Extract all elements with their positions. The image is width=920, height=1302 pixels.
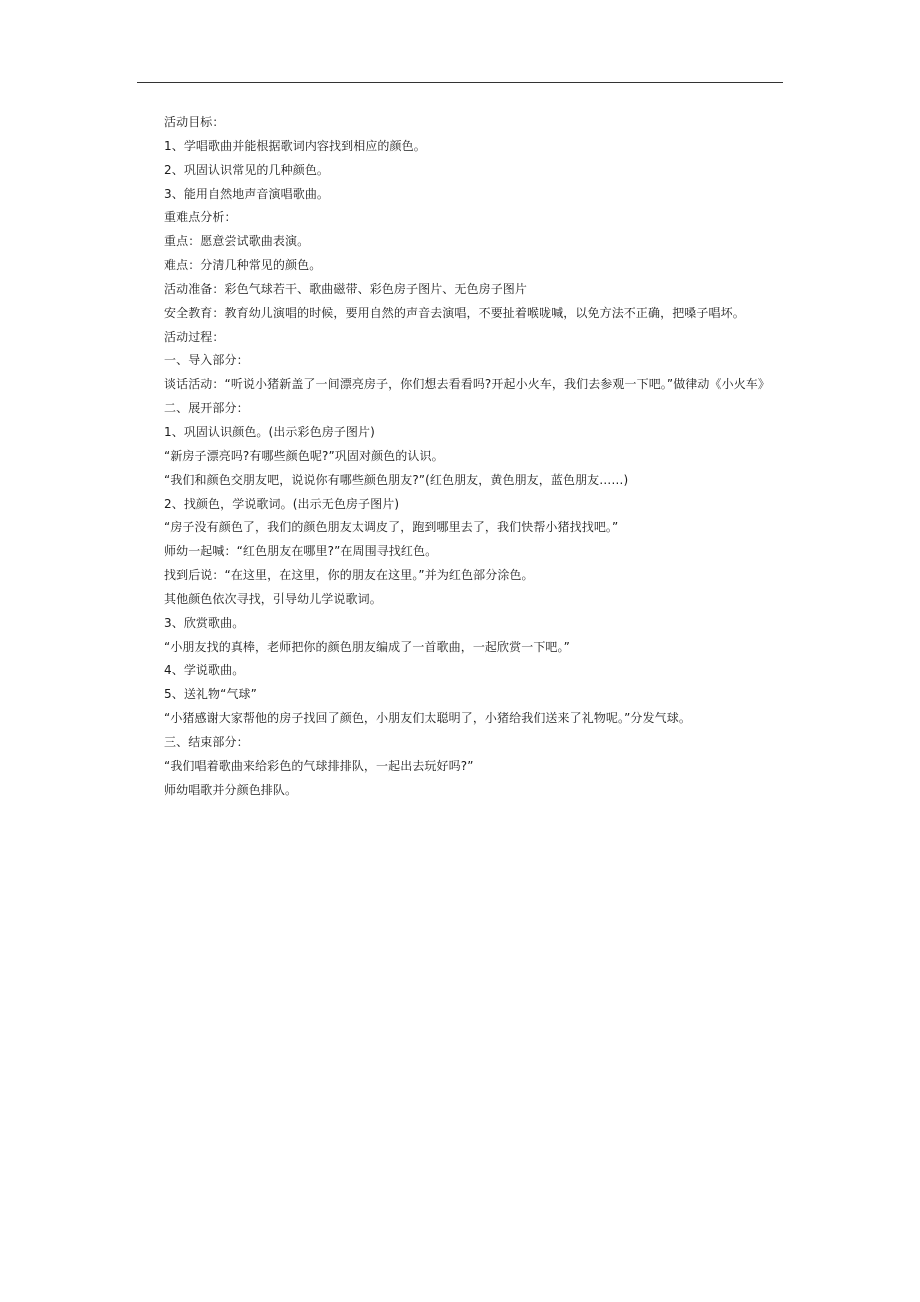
paragraph: 谈话活动：“听说小猪新盖了一间漂亮房子，你们想去看看吗?开起小火车，我们去参观一下吧。”做律动《小火车》 [164,377,771,392]
paragraph: “房子没有颜色了，我们的颜色朋友太调皮了，跑到哪里去了，我们快帮小猪找找吧。” [164,520,619,535]
part-heading-ending: 三、结束部分： [164,734,249,749]
preparation: 活动准备：彩色气球若干、歌曲磁带、彩色房子图片、无色房子图片 [164,281,528,296]
paragraph: 其他颜色依次寻找，引导幼儿学说歌词。 [164,591,382,606]
paragraph: “小猪感谢大家帮他的房子找回了颜色，小朋友们太聪明了，小猪给我们送来了礼物呢。”分发气球。 [164,711,691,726]
paragraph: 师幼一起喊：“红色朋友在哪里?”在周围寻找红色。 [164,544,438,559]
paragraph: 师幼唱歌并分颜色排队。 [164,782,298,797]
section-heading-goals: 活动目标： [164,115,225,129]
paragraph: “新房子漂亮吗?有哪些颜色呢?”巩固对颜色的认识。 [164,448,444,463]
step-heading: 3、欣赏歌曲。 [164,615,245,630]
step-heading: 1、巩固认识颜色。(出示彩色房子图片) [164,424,375,439]
step-heading: 4、学说歌曲。 [164,663,245,678]
part-heading-intro: 一、导入部分： [164,353,249,368]
goal-item: 1、学唱歌曲并能根据歌词内容找到相应的颜色。 [164,138,426,153]
part-heading-development: 二、展开部分： [164,401,249,416]
difficult-point: 难点：分清几种常见的颜色。 [164,258,322,273]
header-rule [137,82,783,83]
paragraph: 找到后说：“在这里，在这里，你的朋友在这里。”并为红色部分涂色。 [164,568,534,583]
paragraph: “我们唱着歌曲来给彩色的气球排排队，一起出去玩好吗?” [164,758,474,773]
step-heading: 5、送礼物“气球” [164,687,257,702]
step-heading: 2、找颜色，学说歌词。(出示无色房子图片) [164,496,400,511]
document-body [164,111,804,802]
paragraph: “小朋友找的真棒，老师把你的颜色朋友编成了一首歌曲，一起欣赏一下吧。” [164,639,570,654]
paragraph: “我们和颜色交朋友吧，说说你有哪些颜色朋友?”(红色朋友，黄色朋友，蓝色朋友……) [164,472,629,487]
section-heading-process: 活动过程： [164,329,225,344]
goal-item: 3、能用自然地声音演唱歌曲。 [164,186,330,201]
goal-item: 2、巩固认识常见的几种颜色。 [164,162,330,177]
safety-education: 安全教育：教育幼儿演唱的时候，要用自然的声音去演唱，不要扯着喉咙喊，以免方法不正确，把嗓子唱坏。 [164,305,745,320]
section-heading-key-points: 重难点分析： [164,210,237,225]
key-point: 重点：愿意尝试歌曲表演。 [164,234,310,249]
